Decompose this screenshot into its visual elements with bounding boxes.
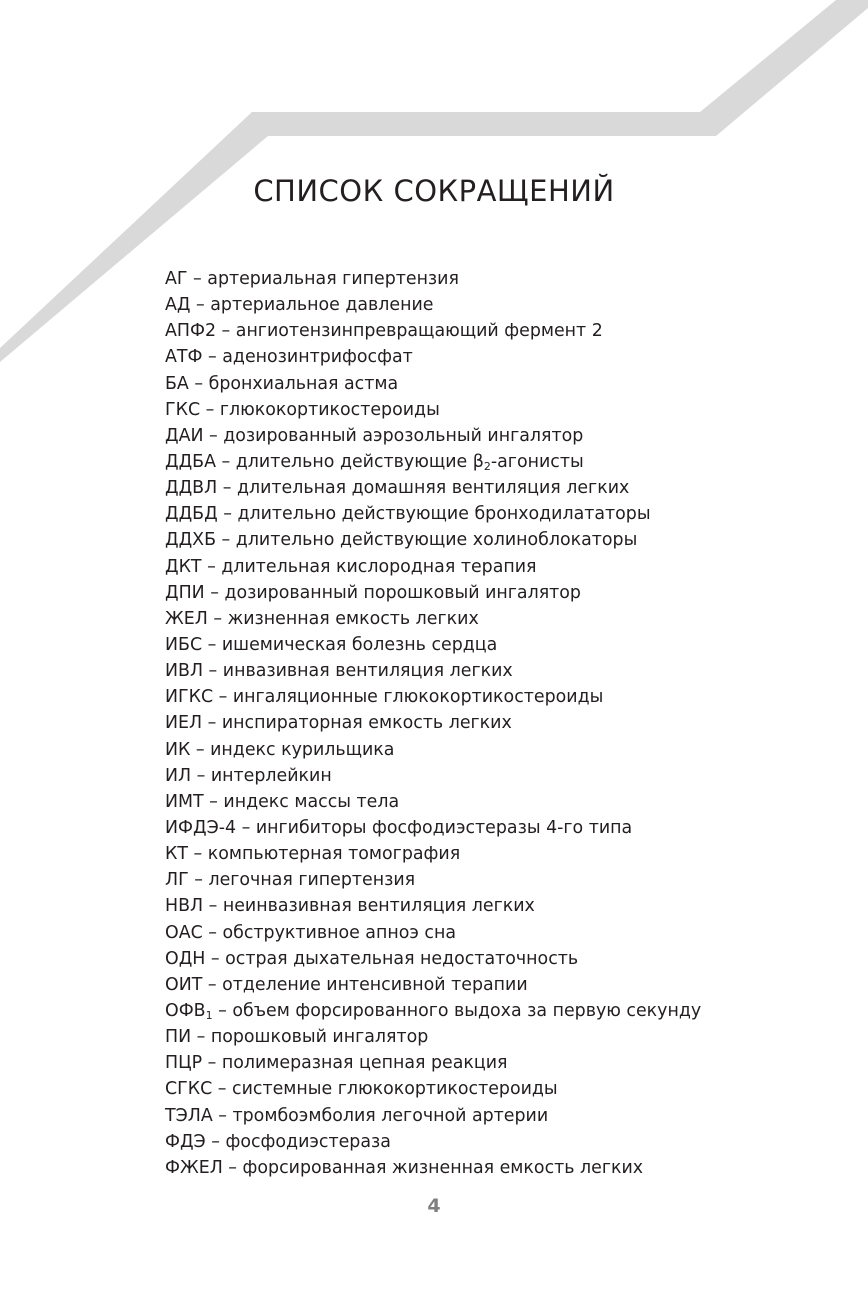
abbreviation-row	[165, 554, 701, 580]
abbreviation-separator: –	[200, 399, 220, 420]
abbreviation-row	[165, 1050, 701, 1076]
abbreviation-term: ТЭЛА	[165, 1105, 213, 1126]
abbreviation-term-subscript: 1	[205, 1008, 213, 1022]
abbreviation-term: ДПИ	[165, 582, 205, 603]
abbreviation-term: ЛГ	[165, 870, 189, 891]
abbreviation-term: ИЕЛ	[165, 713, 203, 734]
abbreviation-term: ДДБА	[165, 451, 217, 472]
abbreviation-definition: длительно действующие холиноблокаторы	[235, 530, 638, 551]
abbreviation-term: ПИ	[165, 1027, 192, 1048]
abbreviation-separator: –	[203, 661, 223, 682]
abbreviation-row	[165, 841, 701, 867]
abbreviation-definition: полимеразная цепная реакция	[221, 1053, 508, 1074]
abbreviation-row	[165, 606, 701, 632]
abbreviation-definition: компьютерная томография	[207, 844, 461, 865]
abbreviation-row	[165, 710, 701, 736]
abbreviation-separator: –	[202, 1053, 222, 1074]
abbreviation-term: ОФВ	[165, 1000, 206, 1021]
page-title: СПИСОК СОКРАЩЕНИЙ	[253, 174, 615, 208]
abbreviation-term: ОДН	[165, 948, 206, 969]
abbreviation-row	[165, 920, 701, 946]
abbreviation-definition: индекс курильщика	[210, 739, 395, 760]
abbreviation-separator: –	[202, 713, 222, 734]
abbreviation-definition: артериальная гипертензия	[207, 269, 459, 289]
abbreviation-separator: –	[216, 321, 236, 342]
abbreviation-row	[165, 737, 701, 763]
abbreviation-separator: –	[216, 451, 236, 472]
abbreviation-definition: ишемическая болезнь сердца	[221, 634, 498, 655]
abbreviation-row	[165, 344, 701, 370]
abbreviation-term: ИФДЭ-4	[165, 817, 237, 838]
abbreviation-separator: –	[190, 739, 211, 760]
abbreviation-separator: –	[207, 608, 228, 629]
abbreviation-term: НВЛ	[165, 896, 204, 917]
abbreviation-term: ЖЕЛ	[165, 608, 208, 629]
abbreviation-row	[165, 266, 701, 292]
abbreviation-definition: интерлейкин	[210, 765, 332, 786]
abbreviation-row	[165, 318, 701, 344]
abbreviation-definition: глюкокортикостероиды	[219, 399, 440, 420]
abbreviation-row	[165, 1076, 701, 1102]
abbreviation-separator: –	[201, 556, 222, 577]
abbreviation-separator: –	[212, 1000, 233, 1021]
abbreviation-row	[165, 292, 701, 318]
abbreviation-row	[165, 763, 701, 789]
abbreviation-row	[165, 371, 701, 397]
abbreviation-separator: –	[191, 765, 211, 786]
abbreviation-definition: индекс массы тела	[223, 791, 400, 812]
abbreviation-term: ДКТ	[165, 556, 202, 577]
abbreviation-definition: инвазивная вентиляция легких	[222, 661, 513, 682]
abbreviation-definition: аденозинтрифосфат	[222, 347, 413, 368]
abbreviation-term: ГКС	[165, 399, 201, 420]
abbreviation-definition: артериальное давление	[210, 295, 434, 316]
abbreviation-term: АПФ2	[165, 321, 217, 342]
abbreviation-row	[165, 684, 701, 710]
abbreviation-definition: системные глюкокортикостероиды	[232, 1079, 558, 1100]
abbreviation-separator: –	[205, 1131, 226, 1152]
abbreviation-definition: длительная кислородная терапия	[221, 556, 537, 577]
abbreviation-term: ИВЛ	[165, 661, 204, 682]
abbreviation-row	[165, 946, 701, 972]
abbreviation-definition: длительно действующие бронходилататоры	[237, 504, 651, 525]
abbreviation-row	[165, 998, 701, 1024]
abbreviation-term: ФДЭ	[165, 1131, 206, 1152]
abbreviation-definition: легочная гипертензия	[208, 870, 416, 891]
definition-subscript: 2	[483, 459, 491, 473]
abbreviation-definition: ингибиторы фосфодиэстеразы 4-го типа	[255, 817, 633, 838]
abbreviation-row	[165, 789, 701, 815]
abbreviation-separator: –	[187, 844, 208, 865]
abbreviation-separator: –	[187, 269, 208, 289]
abbreviation-separator: –	[217, 478, 237, 499]
abbreviation-term: ПЦР	[165, 1053, 203, 1074]
abbreviation-definition: фосфодиэстераза	[225, 1131, 391, 1152]
abbreviation-row	[165, 867, 701, 893]
abbreviation-separator: –	[203, 896, 223, 917]
abbreviation-separator: –	[213, 687, 233, 708]
abbreviation-separator: –	[191, 1027, 211, 1048]
abbreviation-separator: –	[212, 1079, 233, 1100]
abbreviation-definition: инспираторная емкость легких	[221, 713, 512, 734]
abbreviation-term: АГ	[165, 269, 188, 289]
abbreviation-row	[165, 423, 701, 449]
abbreviation-term: ДДХБ	[165, 530, 217, 551]
abbreviation-definition: отделение интенсивной терапии	[222, 974, 528, 995]
abbreviation-term: БА	[165, 373, 189, 394]
abbreviation-definition: обструктивное апноэ сна	[222, 922, 457, 943]
abbreviation-definition: жизненная емкость легких	[227, 608, 479, 629]
abbreviation-separator: –	[188, 373, 209, 394]
abbreviation-separator: –	[188, 870, 209, 891]
abbreviation-definition: дозированный аэрозольный ингалятор	[223, 425, 584, 446]
abbreviation-term: АТФ	[165, 347, 203, 368]
abbreviation-row	[165, 475, 701, 501]
abbreviation-separator: –	[190, 295, 211, 316]
abbreviation-definition: дозированный порошковый ингалятор	[224, 582, 581, 603]
abbreviation-definition: порошковый ингалятор	[210, 1027, 429, 1048]
abbreviation-separator: –	[217, 504, 238, 525]
abbreviation-list	[165, 266, 701, 1181]
abbreviation-term: КТ	[165, 844, 188, 865]
abbreviation-term: ФЖЕЛ	[165, 1157, 223, 1178]
page-number: 4	[427, 1195, 441, 1217]
abbreviation-separator: –	[202, 922, 223, 943]
abbreviation-separator: –	[202, 347, 223, 368]
abbreviation-definition: ингаляционные глюкокортикостероиды	[232, 687, 604, 708]
abbreviation-definition: ангиотензинпревращающий фермент 2	[235, 321, 603, 342]
abbreviation-separator: –	[212, 1105, 233, 1126]
abbreviation-separator: –	[205, 948, 226, 969]
abbreviation-row	[165, 449, 701, 475]
abbreviation-term: ИБС	[165, 634, 203, 655]
abbreviation-definition-tail: -агонисты	[490, 451, 584, 472]
abbreviation-definition: длительная домашняя вентиляция легких	[236, 478, 630, 499]
abbreviation-separator: –	[236, 817, 256, 838]
abbreviation-separator: –	[202, 974, 223, 995]
abbreviation-separator: –	[222, 1157, 243, 1178]
abbreviation-row	[165, 815, 701, 841]
abbreviation-term: ДДВЛ	[165, 478, 218, 499]
abbreviation-row	[165, 397, 701, 423]
abbreviation-row	[165, 527, 701, 553]
abbreviation-row	[165, 893, 701, 919]
abbreviation-term: ДАИ	[165, 425, 204, 446]
abbreviation-row	[165, 632, 701, 658]
abbreviation-term: ДДБД	[165, 504, 218, 525]
abbreviation-term: СГКС	[165, 1079, 213, 1100]
abbreviation-row	[165, 1024, 701, 1050]
abbreviation-row	[165, 972, 701, 998]
abbreviation-separator: –	[203, 791, 224, 812]
abbreviation-row	[165, 1155, 701, 1181]
abbreviation-row	[165, 580, 701, 606]
abbreviation-term: АД	[165, 295, 191, 316]
abbreviation-row	[165, 1103, 701, 1129]
abbreviation-term: ИМТ	[165, 791, 204, 812]
abbreviation-term: ОАС	[165, 922, 203, 943]
abbreviation-definition: неинвазивная вентиляция легких	[222, 896, 535, 917]
abbreviation-row	[165, 501, 701, 527]
abbreviation-term: ИЛ	[165, 765, 192, 786]
abbreviation-term: ИГКС	[165, 687, 214, 708]
abbreviation-definition: острая дыхательная недостаточность	[225, 948, 579, 969]
abbreviation-row	[165, 1129, 701, 1155]
abbreviation-row	[165, 658, 701, 684]
abbreviation-separator: –	[202, 634, 222, 655]
abbreviation-definition: бронхиальная астма	[208, 373, 399, 394]
abbreviation-definition: тромбоэмболия легочной артерии	[232, 1105, 549, 1126]
abbreviation-definition: объем форсированного выдоха за первую секунду	[232, 1000, 702, 1021]
abbreviation-separator: –	[203, 425, 224, 446]
abbreviation-definition: форсированная жизненная емкость легких	[242, 1157, 644, 1178]
abbreviation-separator: –	[216, 530, 236, 551]
abbreviation-separator: –	[204, 582, 225, 603]
abbreviation-term: ОИТ	[165, 974, 203, 995]
abbreviation-definition: длительно действующие β	[235, 451, 484, 472]
abbreviation-term: ИК	[165, 739, 191, 760]
